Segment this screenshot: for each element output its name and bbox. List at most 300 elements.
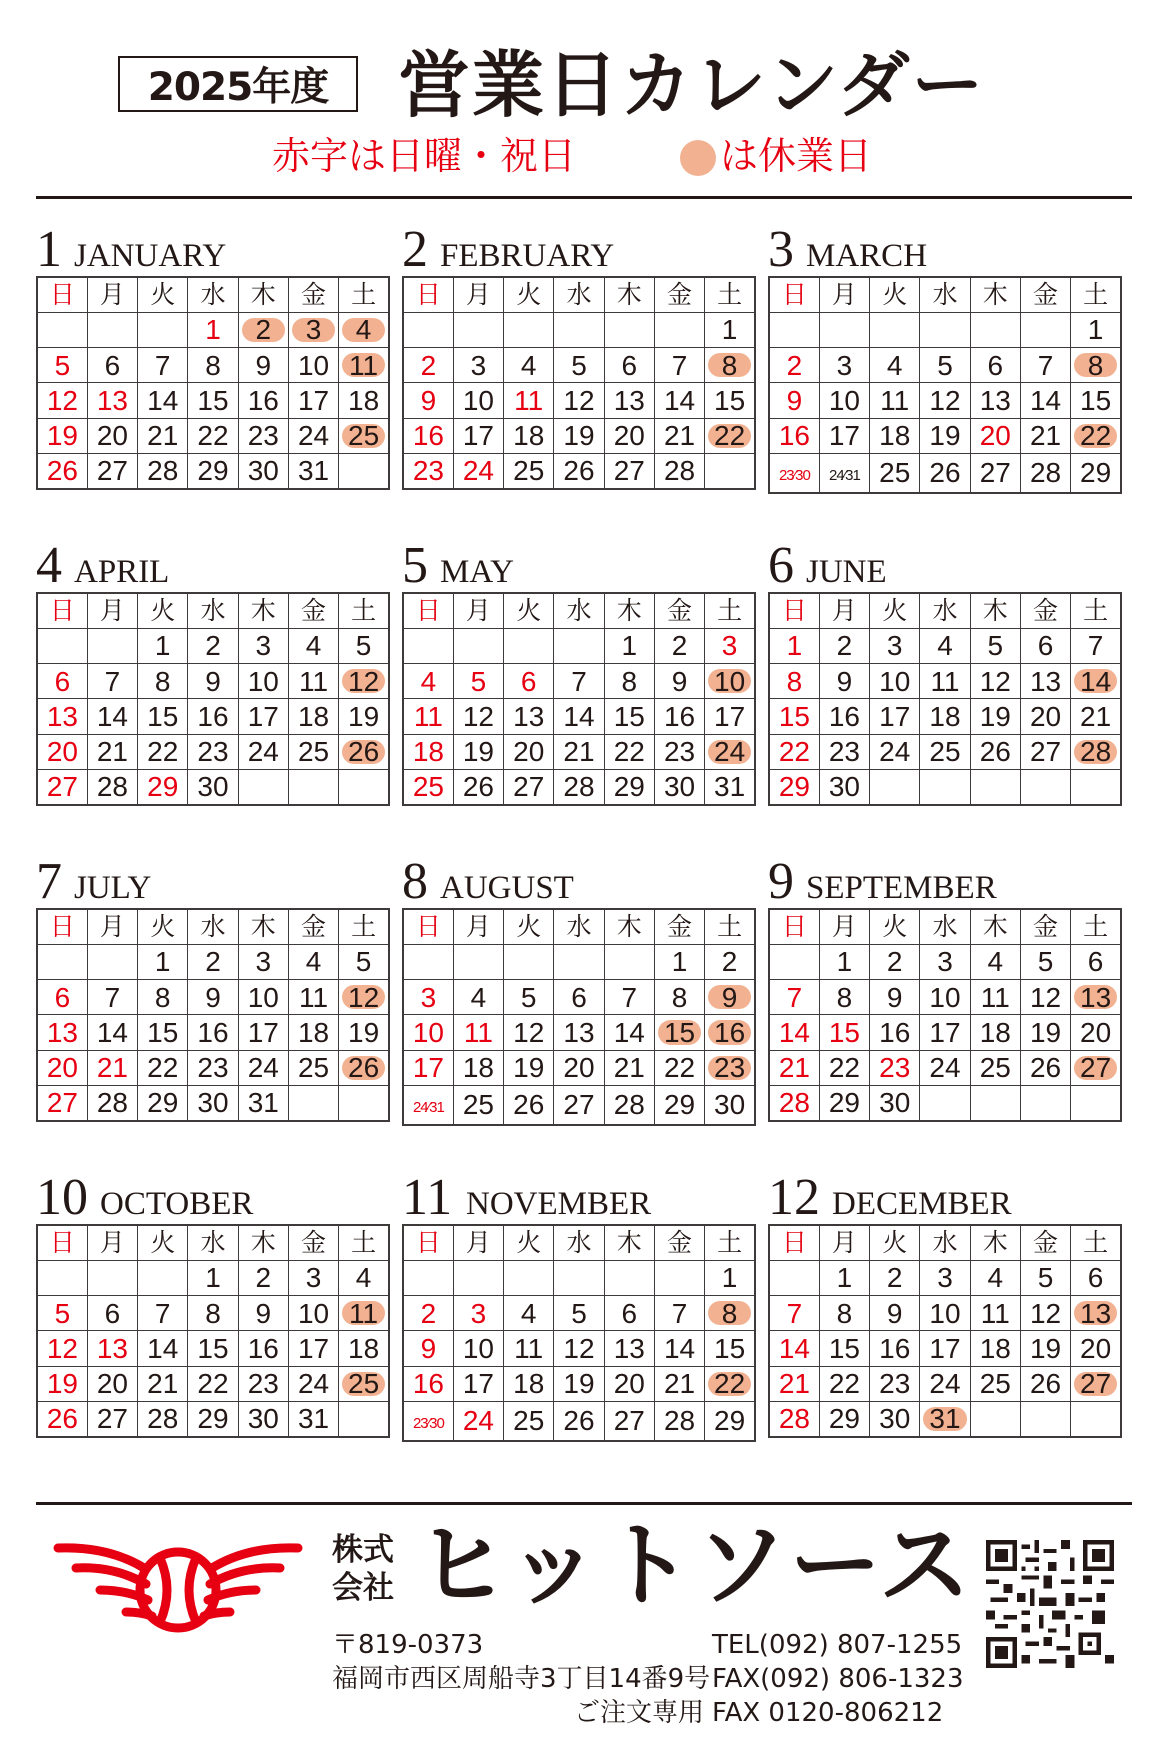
day-cell <box>604 699 654 734</box>
empty-cell <box>87 312 137 347</box>
closed-day-cell <box>1071 734 1121 769</box>
day-cell <box>1020 348 1070 383</box>
day-number: 5 <box>571 349 587 381</box>
day-number: 7 <box>1037 349 1054 381</box>
day-number: 17 <box>828 420 860 452</box>
day-number: 20 <box>1080 1017 1112 1049</box>
weekday-label: 水 <box>188 593 238 628</box>
day-cell <box>37 980 87 1015</box>
day-number: 19 <box>1029 1333 1062 1365</box>
day-cell <box>238 383 288 418</box>
weekday-label: 木 <box>238 909 288 944</box>
empty-cell <box>554 1260 604 1295</box>
day-number: 14 <box>778 1333 810 1365</box>
day-cell <box>504 769 554 804</box>
day-number: 11 <box>980 1297 1010 1329</box>
day-number: 23 <box>247 420 279 452</box>
day-number: 29 <box>147 1087 179 1119</box>
day-number: 8 <box>621 665 638 697</box>
day-cell <box>870 418 920 453</box>
day-cell <box>1020 664 1070 699</box>
day-cell <box>769 980 819 1015</box>
day-number: 13 <box>979 385 1011 417</box>
day-number: 9 <box>255 349 272 381</box>
day-number: 31 <box>247 1087 279 1119</box>
day-number: 4 <box>987 1262 1004 1294</box>
day-cell <box>453 383 503 418</box>
day-number: 2 <box>721 946 738 978</box>
weekday-label: 木 <box>604 1225 654 1260</box>
weekday-label: 土 <box>705 277 755 312</box>
empty-cell <box>37 1260 87 1295</box>
day-cell <box>138 418 188 453</box>
day-number: 18 <box>348 1333 380 1365</box>
week-row <box>769 1296 1121 1331</box>
empty-cell <box>970 769 1020 804</box>
week-row <box>769 769 1121 804</box>
day-number: 3 <box>937 1262 953 1294</box>
day-cell <box>870 1260 920 1295</box>
day-cell <box>604 734 654 769</box>
day-number: 19 <box>513 1052 545 1084</box>
month-header <box>36 1169 390 1226</box>
month-name: FEBRUARY <box>440 238 615 274</box>
day-number: 23 <box>663 736 696 768</box>
day-cell <box>138 664 188 699</box>
closed-day-cell <box>1071 1366 1121 1401</box>
month-header <box>402 537 756 594</box>
day-cell <box>970 1296 1020 1331</box>
weekday-header-row <box>403 1225 755 1260</box>
day-cell <box>188 628 238 663</box>
day-cell <box>288 699 338 734</box>
week-row <box>37 1050 389 1085</box>
day-cell <box>288 1260 338 1295</box>
day-cell <box>288 980 338 1015</box>
day-number: 15 <box>663 1017 696 1049</box>
day-cell <box>453 664 503 699</box>
day-number: 7 <box>104 665 121 697</box>
weekday-label: 日 <box>769 909 819 944</box>
day-cell <box>819 453 869 493</box>
day-cell <box>819 1401 869 1436</box>
day-cell <box>504 699 554 734</box>
weekday-label: 土 <box>705 1225 755 1260</box>
day-cell <box>403 699 453 734</box>
day-cell <box>1071 312 1121 347</box>
day-cell <box>188 1260 238 1295</box>
footer-divider <box>36 1502 1132 1505</box>
day-number: 4 <box>886 349 903 381</box>
empty-cell <box>87 1260 137 1295</box>
day-number: 13 <box>613 385 645 417</box>
day-number: 22 <box>1080 420 1112 452</box>
day-number: 8 <box>154 981 171 1013</box>
day-number: 4 <box>470 981 487 1013</box>
month-name: APRIL <box>74 554 170 590</box>
day-number: 1 <box>621 630 638 662</box>
day-number: 24 <box>297 420 330 452</box>
weekday-label: 水 <box>920 909 970 944</box>
month-number: 2 <box>402 221 428 278</box>
day-number: 16 <box>247 385 279 417</box>
day-number: 8 <box>836 1297 853 1329</box>
day-cell <box>554 1401 604 1441</box>
empty-cell <box>1020 1085 1070 1120</box>
day-number: 21 <box>663 420 696 452</box>
day-cell <box>970 699 1020 734</box>
day-cell <box>288 1366 338 1401</box>
day-number: 30 <box>247 1403 279 1435</box>
day-number: 9 <box>786 385 803 417</box>
day-number: 6 <box>1087 946 1104 978</box>
day-cell <box>453 418 503 453</box>
day-number: 13 <box>1080 1297 1112 1329</box>
day-number: 23 <box>197 1052 229 1084</box>
day-number: 30 <box>879 1403 911 1435</box>
empty-cell <box>920 1085 970 1120</box>
day-number: 15 <box>197 385 229 417</box>
day-cell <box>819 769 869 804</box>
day-cell <box>554 1296 604 1331</box>
month-name: JUNE <box>806 554 887 590</box>
week-row <box>37 699 389 734</box>
day-number: 21 <box>1029 420 1062 452</box>
day-number: 18 <box>513 420 545 452</box>
week-row <box>769 1366 1121 1401</box>
day-cell <box>819 1015 869 1050</box>
week-row <box>769 453 1121 493</box>
month-table <box>402 908 756 1126</box>
month-table <box>402 592 756 806</box>
week-row <box>769 1331 1121 1366</box>
day-cell <box>453 1401 503 1441</box>
empty-cell <box>504 312 554 347</box>
week-row <box>37 1085 389 1120</box>
week-row <box>37 418 389 453</box>
month-header <box>402 853 756 910</box>
month-table <box>36 592 390 806</box>
day-number: 11 <box>880 385 910 417</box>
weekday-label: 木 <box>604 909 654 944</box>
day-number: 17 <box>247 1017 279 1049</box>
day-number: 29 <box>197 1403 229 1435</box>
day-cell <box>403 769 453 804</box>
weekday-label: 金 <box>288 593 338 628</box>
day-number: 6 <box>520 665 537 697</box>
weekday-label: 火 <box>870 277 920 312</box>
day-cell <box>1071 699 1121 734</box>
day-cell <box>403 664 453 699</box>
day-number: 20 <box>563 1052 595 1084</box>
day-number: 18 <box>929 701 961 733</box>
day-cell <box>870 944 920 979</box>
weekday-label: 水 <box>188 1225 238 1260</box>
week-row <box>37 769 389 804</box>
day-number: 9 <box>721 981 738 1013</box>
week-row <box>769 418 1121 453</box>
day-cell <box>554 348 604 383</box>
month-header <box>402 221 756 278</box>
day-cell <box>554 1015 604 1050</box>
day-number: 12 <box>462 701 494 733</box>
empty-cell <box>37 312 87 347</box>
empty-cell <box>238 769 288 804</box>
day-cell <box>1020 628 1070 663</box>
day-number: 31 <box>297 1403 330 1435</box>
day-cell <box>188 1015 238 1050</box>
empty-cell <box>1071 769 1121 804</box>
day-number: 7 <box>154 1297 171 1329</box>
day-number: 21 <box>1080 701 1112 733</box>
day-number: 26 <box>563 455 595 487</box>
month-table <box>402 1224 756 1442</box>
empty-cell <box>504 944 554 979</box>
weekday-label: 木 <box>238 593 288 628</box>
day-number: 10 <box>929 981 961 1013</box>
day-number: 26 <box>929 457 961 489</box>
empty-cell <box>288 769 338 804</box>
week-row <box>403 1366 755 1401</box>
week-row <box>403 348 755 383</box>
day-number: 28 <box>778 1403 810 1435</box>
day-number: 1 <box>671 946 688 978</box>
day-number: 22 <box>828 1052 860 1084</box>
day-cell <box>37 1015 87 1050</box>
day-cell <box>1020 734 1070 769</box>
day-cell <box>604 1366 654 1401</box>
month-table <box>36 276 390 490</box>
weekday-label: 月 <box>819 909 869 944</box>
week-row <box>769 980 1121 1015</box>
day-number: 19 <box>348 1017 380 1049</box>
day-cell <box>1020 944 1070 979</box>
day-number: 9 <box>671 665 688 697</box>
day-number: 8 <box>154 665 171 697</box>
month-header <box>36 853 390 910</box>
week-row <box>37 944 389 979</box>
weekday-header-row <box>403 277 755 312</box>
day-number: 4 <box>520 349 537 381</box>
day-number: 29 <box>714 1405 746 1437</box>
day-cell <box>188 1366 238 1401</box>
day-cell <box>554 1331 604 1366</box>
day-number: 13 <box>563 1017 595 1049</box>
weekday-label: 木 <box>970 909 1020 944</box>
page-title: 営業日カレンダー <box>398 43 986 127</box>
month-table <box>36 908 390 1122</box>
day-cell <box>188 980 238 1015</box>
day-cell <box>769 1401 819 1436</box>
day-number: 12 <box>563 1333 595 1365</box>
day-cell <box>403 348 453 383</box>
day-cell <box>339 1331 389 1366</box>
weekday-label: 月 <box>453 1225 503 1260</box>
day-number: 10 <box>247 981 279 1013</box>
day-number: 10 <box>714 665 746 697</box>
day-number: 30 <box>197 771 229 803</box>
weekday-label: 金 <box>654 909 704 944</box>
day-cell <box>604 383 654 418</box>
weekday-label: 日 <box>403 1225 453 1260</box>
day-cell <box>604 1296 654 1331</box>
day-cell <box>37 664 87 699</box>
closed-day-cell <box>654 1015 704 1050</box>
day-cell <box>453 699 503 734</box>
day-number: 10 <box>297 1297 330 1329</box>
day-cell <box>604 769 654 804</box>
week-row <box>403 699 755 734</box>
day-cell <box>504 348 554 383</box>
empty-cell <box>453 1260 503 1295</box>
weekday-label: 木 <box>970 277 1020 312</box>
day-cell <box>87 1015 137 1050</box>
day-number: 10 <box>297 349 330 381</box>
day-number: 29 <box>778 771 810 803</box>
day-number: 11 <box>413 701 443 733</box>
day-cell <box>403 734 453 769</box>
weekday-label: 水 <box>920 593 970 628</box>
day-cell <box>769 1015 819 1050</box>
day-cell <box>819 699 869 734</box>
day-cell <box>504 418 554 453</box>
day-cell <box>920 418 970 453</box>
day-number: 14 <box>1080 665 1112 697</box>
day-number: 23 <box>828 736 860 768</box>
day-number: 7 <box>786 981 803 1013</box>
day-number: 8 <box>786 665 803 697</box>
day-number: 31 <box>714 771 746 803</box>
day-cell <box>188 383 238 418</box>
month-name: MARCH <box>806 238 928 274</box>
day-number: 24⁄31 <box>828 466 860 484</box>
day-cell <box>870 1050 920 1085</box>
day-number: 22 <box>147 736 179 768</box>
day-number: 6 <box>104 1297 121 1329</box>
day-number: 14 <box>96 1017 128 1049</box>
empty-cell <box>1020 769 1070 804</box>
day-cell <box>1071 453 1121 493</box>
day-cell <box>769 769 819 804</box>
empty-cell <box>504 628 554 663</box>
day-number: 28 <box>663 1405 696 1437</box>
day-number: 3 <box>305 314 322 346</box>
weekday-label: 金 <box>1020 909 1070 944</box>
day-cell <box>970 1050 1020 1085</box>
day-number: 13 <box>46 1017 78 1049</box>
day-number: 17 <box>879 701 911 733</box>
day-cell <box>920 1050 970 1085</box>
day-number: 24⁄31 <box>412 1098 444 1116</box>
day-number: 10 <box>412 1017 444 1049</box>
closed-day-cell <box>1071 1050 1121 1085</box>
day-cell <box>870 1085 920 1120</box>
day-number: 26 <box>348 1052 380 1084</box>
empty-cell <box>1020 1401 1070 1436</box>
day-cell <box>819 1296 869 1331</box>
day-cell <box>654 1085 704 1125</box>
day-number: 11 <box>349 1297 379 1329</box>
week-row <box>403 1050 755 1085</box>
day-cell <box>188 734 238 769</box>
empty-cell <box>403 312 453 347</box>
legend-sunday-holiday: 赤字は日曜・祝日 <box>272 134 577 178</box>
day-number: 9 <box>420 385 437 417</box>
empty-cell <box>453 944 503 979</box>
day-number: 23⁄30 <box>778 466 810 484</box>
day-number: 3 <box>470 349 487 381</box>
day-number: 6 <box>987 349 1004 381</box>
empty-cell <box>37 944 87 979</box>
day-number: 8 <box>205 1297 221 1329</box>
weekday-header-row <box>769 277 1121 312</box>
week-row <box>403 1085 755 1125</box>
day-cell <box>1020 1015 1070 1050</box>
day-number: 2 <box>886 946 903 978</box>
closed-day-cell <box>339 1366 389 1401</box>
day-number: 25 <box>348 1368 380 1400</box>
day-cell <box>504 383 554 418</box>
day-cell <box>705 699 755 734</box>
weekday-label: 日 <box>769 593 819 628</box>
day-number: 29 <box>663 1089 696 1121</box>
month-name: SEPTEMBER <box>806 870 997 906</box>
day-cell <box>554 980 604 1015</box>
qr-code-icon[interactable] <box>986 1540 1114 1668</box>
day-number: 25 <box>879 457 911 489</box>
empty-cell <box>604 312 654 347</box>
day-cell <box>238 734 288 769</box>
day-cell <box>1020 1260 1070 1295</box>
day-number: 26 <box>513 1089 545 1121</box>
month-table <box>402 276 756 490</box>
day-cell <box>37 699 87 734</box>
day-cell <box>138 1331 188 1366</box>
empty-cell <box>920 769 970 804</box>
day-cell <box>87 383 137 418</box>
day-number: 5 <box>54 1297 71 1329</box>
weekday-label: 日 <box>403 277 453 312</box>
day-number: 5 <box>937 349 953 381</box>
day-number: 20 <box>979 420 1011 452</box>
day-number: 28 <box>96 771 128 803</box>
day-number: 11 <box>514 385 544 417</box>
day-number: 11 <box>930 665 960 697</box>
day-cell <box>1020 1296 1070 1331</box>
day-number: 5 <box>470 665 487 697</box>
day-number: 28 <box>778 1087 810 1119</box>
day-cell <box>654 1296 704 1331</box>
day-number: 15 <box>197 1333 229 1365</box>
day-number: 21 <box>778 1368 810 1400</box>
month-number: 5 <box>402 537 428 594</box>
day-number: 10 <box>462 1333 494 1365</box>
day-cell <box>870 1331 920 1366</box>
day-number: 29 <box>147 771 179 803</box>
day-number: 6 <box>1087 1262 1104 1294</box>
day-cell <box>87 1085 137 1120</box>
day-number: 20 <box>96 1368 128 1400</box>
week-row <box>403 418 755 453</box>
day-number: 7 <box>671 1297 688 1329</box>
weekday-label: 火 <box>138 593 188 628</box>
day-cell <box>970 980 1020 1015</box>
day-cell <box>920 1366 970 1401</box>
day-number: 27 <box>46 1087 78 1119</box>
day-cell <box>554 769 604 804</box>
day-number: 22 <box>663 1052 696 1084</box>
day-cell <box>87 1296 137 1331</box>
